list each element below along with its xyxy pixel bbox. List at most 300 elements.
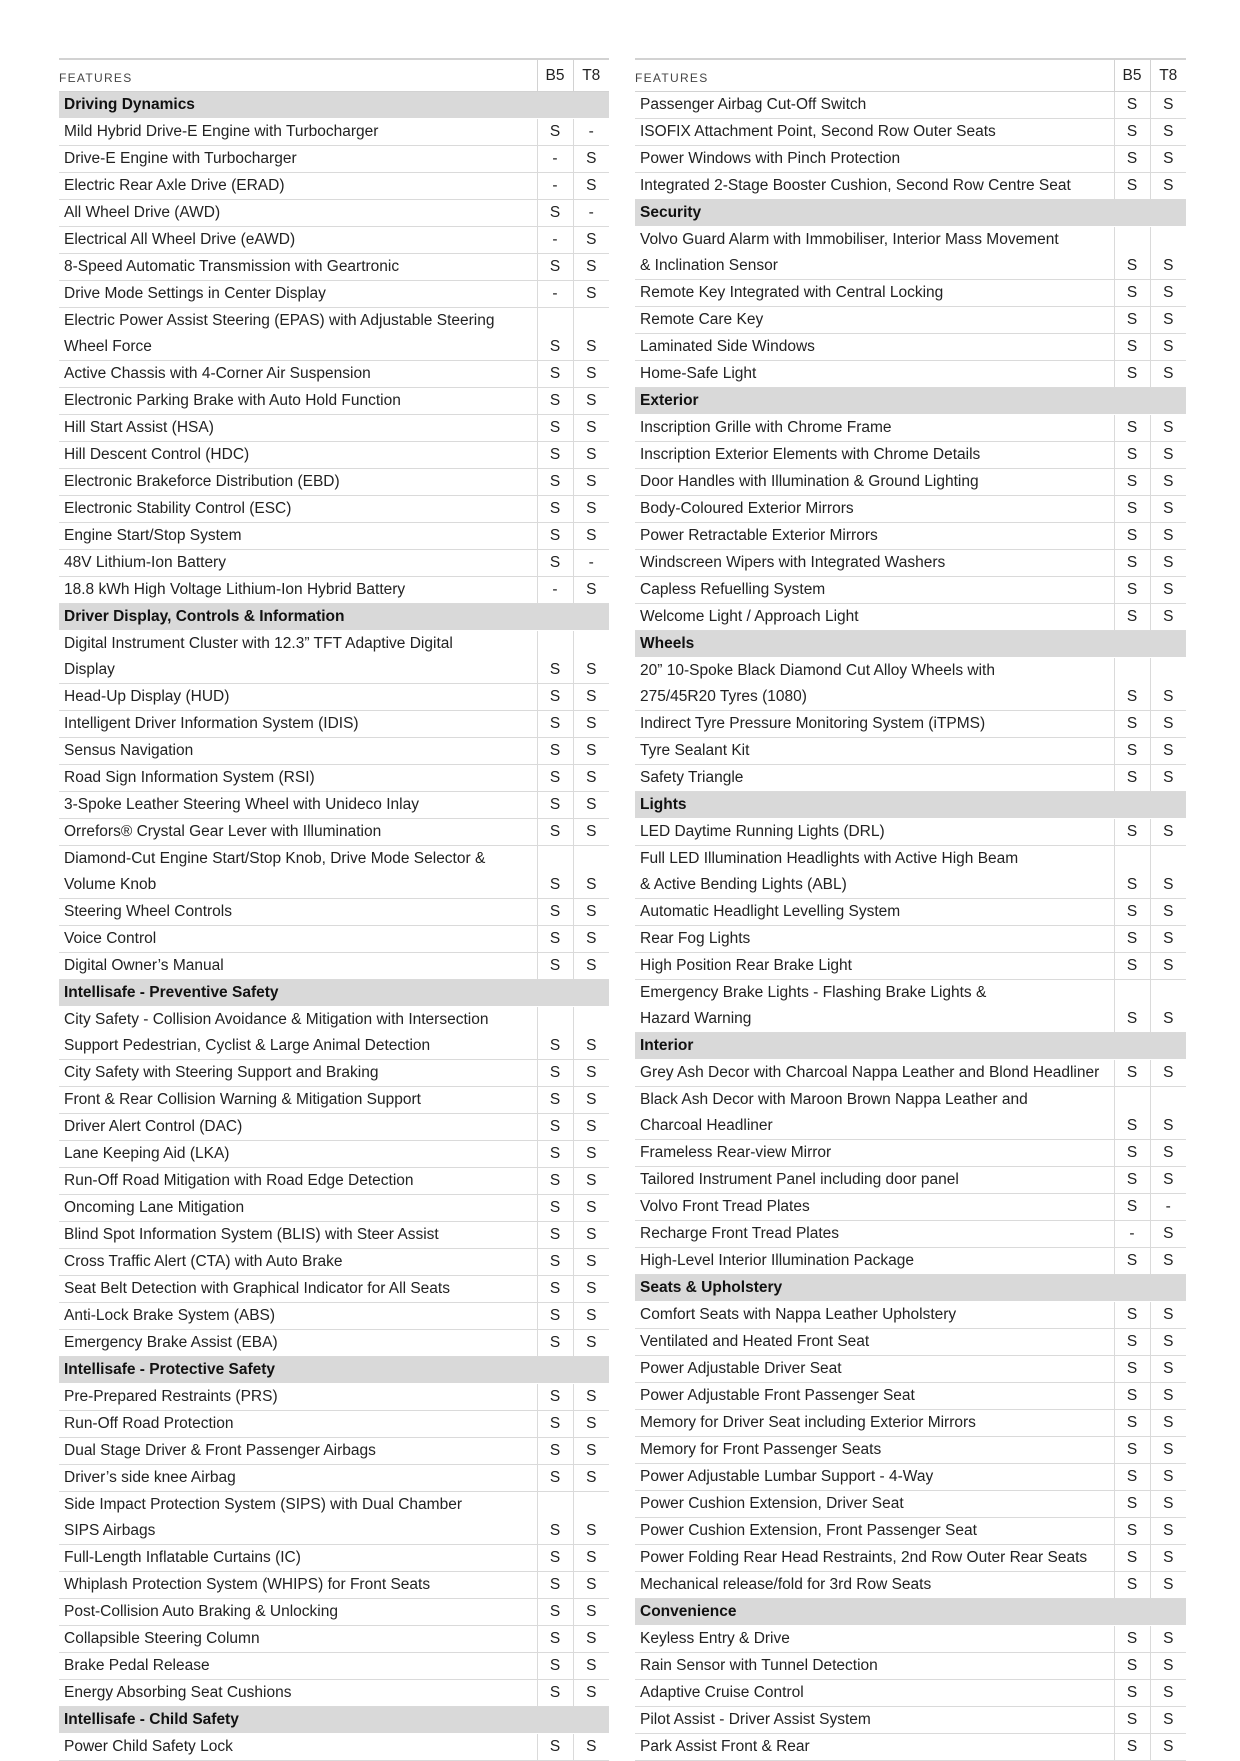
b5-value: S [537, 1384, 573, 1411]
t8-value: - [573, 200, 609, 227]
table-row [59, 361, 609, 388]
feature-cell [635, 1302, 1114, 1329]
b5-value: S [1114, 1060, 1150, 1087]
b5-value: S [537, 1007, 573, 1060]
feature-label: LED Daytime Running Lights (DRL) [640, 823, 885, 840]
feature-cell [59, 1465, 537, 1492]
feature-cell [635, 1248, 1114, 1275]
t8-value: S [1150, 496, 1186, 523]
b5-value: - [537, 146, 573, 173]
feature-label: Automatic Headlight Levelling System [640, 903, 901, 920]
feature-cell [635, 1464, 1114, 1491]
t8-value: S [1150, 523, 1186, 550]
t8-value: S [1150, 1545, 1186, 1572]
b5-value: S [537, 1141, 573, 1168]
table-row [635, 1626, 1186, 1653]
feature-label: Electric Power Assist Steering (EPAS) with Adjustable Steering [64, 312, 495, 329]
t8-value: S [1150, 577, 1186, 604]
b5-value: S [1114, 899, 1150, 926]
b5-value: S [537, 1438, 573, 1465]
table-row [59, 281, 609, 308]
table-row [635, 415, 1186, 442]
b5-value: S [537, 523, 573, 550]
table-row [59, 1060, 609, 1087]
t8-value: S [1150, 819, 1186, 846]
t8-value: S [573, 1626, 609, 1653]
b5-value: S [1114, 415, 1150, 442]
table-row [635, 738, 1186, 765]
b5-value: S [1114, 1491, 1150, 1518]
feature-cell [59, 1222, 537, 1249]
feature-cell [59, 1572, 537, 1599]
b5-value: S [537, 1330, 573, 1357]
t8-value: S [1150, 1329, 1186, 1356]
feature-cell [635, 496, 1114, 523]
table-row [59, 119, 609, 146]
feature-cell [635, 523, 1114, 550]
section-header-row [635, 1033, 1186, 1060]
feature-cell [59, 200, 537, 227]
section-title: Wheels [635, 631, 1186, 658]
b5-value: S [1114, 307, 1150, 334]
b5-value: S [1114, 227, 1150, 280]
b5-value: S [1114, 765, 1150, 792]
t8-value: S [573, 227, 609, 254]
feature-cell [59, 496, 537, 523]
t8-value: S [573, 1384, 609, 1411]
b5-value: S [537, 765, 573, 792]
feature-label: Windscreen Wipers with Integrated Washers [640, 554, 946, 571]
feature-cell [635, 227, 1114, 280]
b5-value: S [1114, 1572, 1150, 1599]
b5-value: S [537, 1680, 573, 1707]
feature-cell [635, 469, 1114, 496]
b5-value: S [537, 926, 573, 953]
table-row [59, 254, 609, 281]
features-column-header: FEATURES [59, 59, 537, 92]
t8-value: S [573, 631, 609, 684]
t8-value: S [573, 1465, 609, 1492]
feature-cell [59, 953, 537, 980]
t8-value: S [1150, 1060, 1186, 1087]
feature-label: Tyre Sealant Kit [640, 742, 750, 759]
feature-cell [59, 1734, 537, 1761]
feature-label: Tailored Instrument Panel including door panel [640, 1171, 959, 1188]
t8-value: S [1150, 1221, 1186, 1248]
table-row [59, 1114, 609, 1141]
feature-label: Side Impact Protection System (SIPS) with Dual Chamber [64, 1496, 462, 1513]
b5-value: S [1114, 1626, 1150, 1653]
t8-value: S [573, 1114, 609, 1141]
feature-cell [59, 1599, 537, 1626]
feature-label: 48V Lithium-Ion Battery [64, 554, 226, 571]
t8-value: S [1150, 119, 1186, 146]
table-row [635, 1356, 1186, 1383]
b5-value: S [1114, 1302, 1150, 1329]
t8-value: S [1150, 1087, 1186, 1140]
feature-label: Drive-E Engine with Turbocharger [64, 150, 297, 167]
b5-value: S [537, 1249, 573, 1276]
table-row [59, 523, 609, 550]
b5-value: S [1114, 1518, 1150, 1545]
t8-value: S [1150, 92, 1186, 119]
feature-label: Remote Care Key [640, 311, 764, 328]
feature-label: Mild Hybrid Drive-E Engine with Turbocharger [64, 123, 379, 140]
feature-label: Mechanical release/fold for 3rd Row Seats [640, 1576, 932, 1593]
feature-label: Electronic Parking Brake with Auto Hold Function [64, 392, 401, 409]
b5-value: S [537, 738, 573, 765]
t8-value: S [1150, 1707, 1186, 1734]
t8-value: S [573, 738, 609, 765]
feature-cell [635, 361, 1114, 388]
b5-value: S [1114, 334, 1150, 361]
feature-label: Active Chassis with 4-Corner Air Suspension [64, 365, 371, 382]
t8-value: S [573, 1168, 609, 1195]
feature-cell [59, 711, 537, 738]
t8-value: S [573, 684, 609, 711]
b5-value: S [537, 415, 573, 442]
feature-label: Inscription Exterior Elements with Chrome Details [640, 446, 981, 463]
table-header [59, 59, 609, 92]
section-title: Intellisafe - Preventive Safety [59, 980, 609, 1007]
feature-label: Post-Collision Auto Braking & Unlocking [64, 1603, 338, 1620]
feature-cell [59, 1114, 537, 1141]
feature-cell [59, 469, 537, 496]
feature-label: Intelligent Driver Information System (IDIS) [64, 715, 359, 732]
t8-value: S [573, 899, 609, 926]
table-row [635, 307, 1186, 334]
feature-label-continued: & Inclination Sensor [640, 257, 778, 274]
feature-cell [59, 227, 537, 254]
section-title: Lights [635, 792, 1186, 819]
feature-cell [59, 792, 537, 819]
table-row [635, 846, 1186, 899]
t8-value: S [1150, 334, 1186, 361]
feature-cell [635, 92, 1114, 119]
feature-label: Recharge Front Tread Plates [640, 1225, 840, 1242]
feature-cell [59, 415, 537, 442]
feature-cell [635, 738, 1114, 765]
section-header-row [59, 92, 609, 119]
feature-label: Power Windows with Pinch Protection [640, 150, 901, 167]
feature-label: Full-Length Inflatable Curtains (IC) [64, 1549, 301, 1566]
feature-cell [59, 523, 537, 550]
feature-label: Electrical All Wheel Drive (eAWD) [64, 231, 296, 248]
feature-label: Full LED Illumination Headlights with Active High Beam [640, 850, 1019, 867]
b5-value: S [537, 1168, 573, 1195]
table-row [59, 146, 609, 173]
feature-cell [635, 926, 1114, 953]
table-row [635, 711, 1186, 738]
t8-value: S [573, 254, 609, 281]
t8-value: S [1150, 926, 1186, 953]
feature-label: Digital Instrument Cluster with 12.3” TFT Adaptive Digital [64, 635, 453, 652]
table-row [635, 119, 1186, 146]
t8-value: S [1150, 550, 1186, 577]
feature-cell [59, 1249, 537, 1276]
feature-cell [59, 1276, 537, 1303]
feature-label-continued: Support Pedestrian, Cyclist & Large Animal Detection [64, 1037, 431, 1054]
feature-label: Lane Keeping Aid (LKA) [64, 1145, 230, 1162]
section-header-row [59, 980, 609, 1007]
table-row [59, 899, 609, 926]
b5-value: S [537, 792, 573, 819]
feature-cell [635, 819, 1114, 846]
t8-value: S [573, 1249, 609, 1276]
feature-cell [59, 146, 537, 173]
table-row [635, 953, 1186, 980]
t8-value: S [1150, 1248, 1186, 1275]
section-title: Seats & Upholstery [635, 1275, 1186, 1302]
table-row [59, 1303, 609, 1330]
b5-value: S [537, 1276, 573, 1303]
feature-label: Comfort Seats with Nappa Leather Upholstery [640, 1306, 957, 1323]
b5-value: S [537, 442, 573, 469]
table-row [635, 1734, 1186, 1761]
t8-value: S [1150, 415, 1186, 442]
feature-cell [635, 173, 1114, 200]
b5-value: S [1114, 577, 1150, 604]
feature-label: Blind Spot Information System (BLIS) with Steer Assist [64, 1226, 439, 1243]
b5-value: S [537, 308, 573, 361]
feature-cell [635, 1437, 1114, 1464]
feature-cell [59, 308, 537, 361]
section-title: Intellisafe - Protective Safety [59, 1357, 609, 1384]
feature-label: Hill Start Assist (HSA) [64, 419, 214, 436]
b5-value: S [1114, 1087, 1150, 1140]
b5-value: S [537, 1599, 573, 1626]
table-row [59, 1007, 609, 1060]
feature-label: Power Folding Rear Head Restraints, 2nd Row Outer Rear Seats [640, 1549, 1088, 1566]
feature-label: Orrefors® Crystal Gear Lever with Illumination [64, 823, 382, 840]
table-row [635, 980, 1186, 1033]
t8-value: S [573, 577, 609, 604]
t8-value: S [1150, 711, 1186, 738]
feature-label-continued: 275/45R20 Tyres (1080) [640, 688, 807, 705]
features-table-body [635, 92, 1186, 1761]
b5-value: S [537, 1734, 573, 1761]
table-row [635, 658, 1186, 711]
feature-cell [59, 738, 537, 765]
section-header-row [635, 388, 1186, 415]
feature-label: 20” 10-Spoke Black Diamond Cut Alloy Wheels with [640, 662, 995, 679]
table-row [635, 819, 1186, 846]
feature-cell [59, 1653, 537, 1680]
t8-value: S [1150, 1302, 1186, 1329]
feature-label: Memory for Driver Seat including Exterior Mirrors [640, 1414, 976, 1431]
table-row [635, 577, 1186, 604]
table-row [635, 280, 1186, 307]
t8-value: - [1150, 1194, 1186, 1221]
feature-label: Power Adjustable Lumbar Support - 4-Way [640, 1468, 934, 1485]
feature-cell [59, 1411, 537, 1438]
t8-value: S [1150, 469, 1186, 496]
t8-value: S [573, 1438, 609, 1465]
feature-label: 3-Spoke Leather Steering Wheel with Unideco Inlay [64, 796, 419, 813]
b5-value: S [1114, 1464, 1150, 1491]
feature-label: Power Cushion Extension, Driver Seat [640, 1495, 904, 1512]
t8-value: S [573, 388, 609, 415]
b5-value: S [1114, 1194, 1150, 1221]
t8-value: - [573, 550, 609, 577]
table-row [59, 1384, 609, 1411]
section-title: Security [635, 200, 1186, 227]
table-row [59, 711, 609, 738]
features-column-header: FEATURES [635, 59, 1114, 92]
table-row [59, 1195, 609, 1222]
b5-value: S [537, 684, 573, 711]
table-row [59, 1249, 609, 1276]
t8-value: S [1150, 1626, 1186, 1653]
feature-cell [635, 1572, 1114, 1599]
section-header-row [635, 200, 1186, 227]
t8-value: S [573, 1141, 609, 1168]
feature-label: Integrated 2-Stage Booster Cushion, Second Row Centre Seat [640, 177, 1071, 194]
table-row [59, 227, 609, 254]
table-row [59, 469, 609, 496]
t8-value: S [1150, 658, 1186, 711]
feature-cell [635, 442, 1114, 469]
feature-label: Emergency Brake Lights - Flashing Brake Lights & [640, 984, 987, 1001]
feature-label: Head-Up Display (HUD) [64, 688, 230, 705]
feature-label: Welcome Light / Approach Light [640, 608, 859, 625]
t8-value: S [573, 1545, 609, 1572]
feature-cell [635, 1329, 1114, 1356]
b5-column-header: B5 [1114, 59, 1150, 92]
t8-value: S [1150, 1356, 1186, 1383]
section-header-row [635, 631, 1186, 658]
t8-value: S [573, 308, 609, 361]
t8-value: S [573, 953, 609, 980]
t8-value: S [1150, 146, 1186, 173]
feature-cell [635, 1060, 1114, 1087]
feature-label: 18.8 kWh High Voltage Lithium-Ion Hybrid Battery [64, 581, 406, 598]
feature-cell [635, 953, 1114, 980]
feature-cell [59, 684, 537, 711]
feature-cell [59, 819, 537, 846]
t8-value: S [1150, 1734, 1186, 1761]
feature-label: Electric Rear Axle Drive (ERAD) [64, 177, 285, 194]
b5-value: S [1114, 1437, 1150, 1464]
table-row [635, 604, 1186, 631]
feature-cell [59, 442, 537, 469]
table-row [635, 1329, 1186, 1356]
feature-label: Hill Descent Control (HDC) [64, 446, 250, 463]
feature-cell [635, 1087, 1114, 1140]
table-row [59, 846, 609, 899]
table-row [59, 1087, 609, 1114]
table-row [635, 1572, 1186, 1599]
feature-label: Driver Alert Control (DAC) [64, 1118, 243, 1135]
b5-value: S [1114, 146, 1150, 173]
feature-cell [635, 658, 1114, 711]
t8-value: S [573, 1195, 609, 1222]
t8-value: S [573, 442, 609, 469]
t8-value: S [1150, 899, 1186, 926]
t8-column-header: T8 [1150, 59, 1186, 92]
feature-label: Home-Safe Light [640, 365, 757, 382]
feature-label: Whiplash Protection System (WHIPS) for Front Seats [64, 1576, 431, 1593]
feature-label: Pre-Prepared Restraints (PRS) [64, 1388, 278, 1405]
feature-cell [635, 1545, 1114, 1572]
b5-value: S [1114, 1653, 1150, 1680]
feature-cell [635, 146, 1114, 173]
feature-label-continued: Charcoal Headliner [640, 1117, 773, 1134]
table-row [59, 1438, 609, 1465]
section-title: Driving Dynamics [59, 92, 609, 119]
t8-value: S [573, 146, 609, 173]
features-table-left [59, 58, 609, 1761]
t8-value: S [1150, 361, 1186, 388]
table-row [635, 523, 1186, 550]
feature-cell [635, 1356, 1114, 1383]
feature-cell [59, 254, 537, 281]
table-row [635, 469, 1186, 496]
feature-label-continued: SIPS Airbags [64, 1522, 156, 1539]
feature-cell [635, 334, 1114, 361]
b5-value: S [537, 631, 573, 684]
t8-value: S [573, 496, 609, 523]
b5-value: S [537, 711, 573, 738]
table-row [59, 173, 609, 200]
feature-label-continued: Volume Knob [64, 876, 157, 893]
table-row [635, 1545, 1186, 1572]
feature-label: Voice Control [64, 930, 157, 947]
section-title: Intellisafe - Child Safety [59, 1707, 609, 1734]
b5-value: S [537, 1087, 573, 1114]
feature-cell [635, 604, 1114, 631]
feature-label: Capless Refuelling System [640, 581, 826, 598]
t8-value: S [573, 1572, 609, 1599]
feature-label: Brake Pedal Release [64, 1657, 210, 1674]
feature-cell [59, 1384, 537, 1411]
t8-value: S [1150, 765, 1186, 792]
b5-value: S [1114, 658, 1150, 711]
feature-label: Electronic Stability Control (ESC) [64, 500, 292, 517]
t8-value: S [573, 415, 609, 442]
feature-cell [635, 1410, 1114, 1437]
table-row [59, 1572, 609, 1599]
table-row [635, 926, 1186, 953]
feature-label: Pilot Assist - Driver Assist System [640, 1711, 871, 1728]
b5-value: S [1114, 953, 1150, 980]
feature-cell [635, 1140, 1114, 1167]
b5-value: - [537, 227, 573, 254]
b5-value: S [1114, 1167, 1150, 1194]
feature-cell [635, 550, 1114, 577]
feature-cell [59, 119, 537, 146]
table-row [635, 146, 1186, 173]
t8-value: S [1150, 442, 1186, 469]
table-row [635, 1464, 1186, 1491]
feature-cell [635, 1221, 1114, 1248]
table-row [59, 953, 609, 980]
table-row [59, 308, 609, 361]
b5-value: S [1114, 1329, 1150, 1356]
t8-value: S [573, 846, 609, 899]
feature-label: Engine Start/Stop System [64, 527, 242, 544]
feature-cell [635, 415, 1114, 442]
table-row [59, 388, 609, 415]
table-row [59, 1734, 609, 1761]
section-header-row [635, 792, 1186, 819]
feature-cell [635, 1491, 1114, 1518]
feature-cell [59, 846, 537, 899]
table-row [59, 1141, 609, 1168]
b5-value: S [1114, 1356, 1150, 1383]
table-row [59, 1545, 609, 1572]
feature-cell [59, 1438, 537, 1465]
